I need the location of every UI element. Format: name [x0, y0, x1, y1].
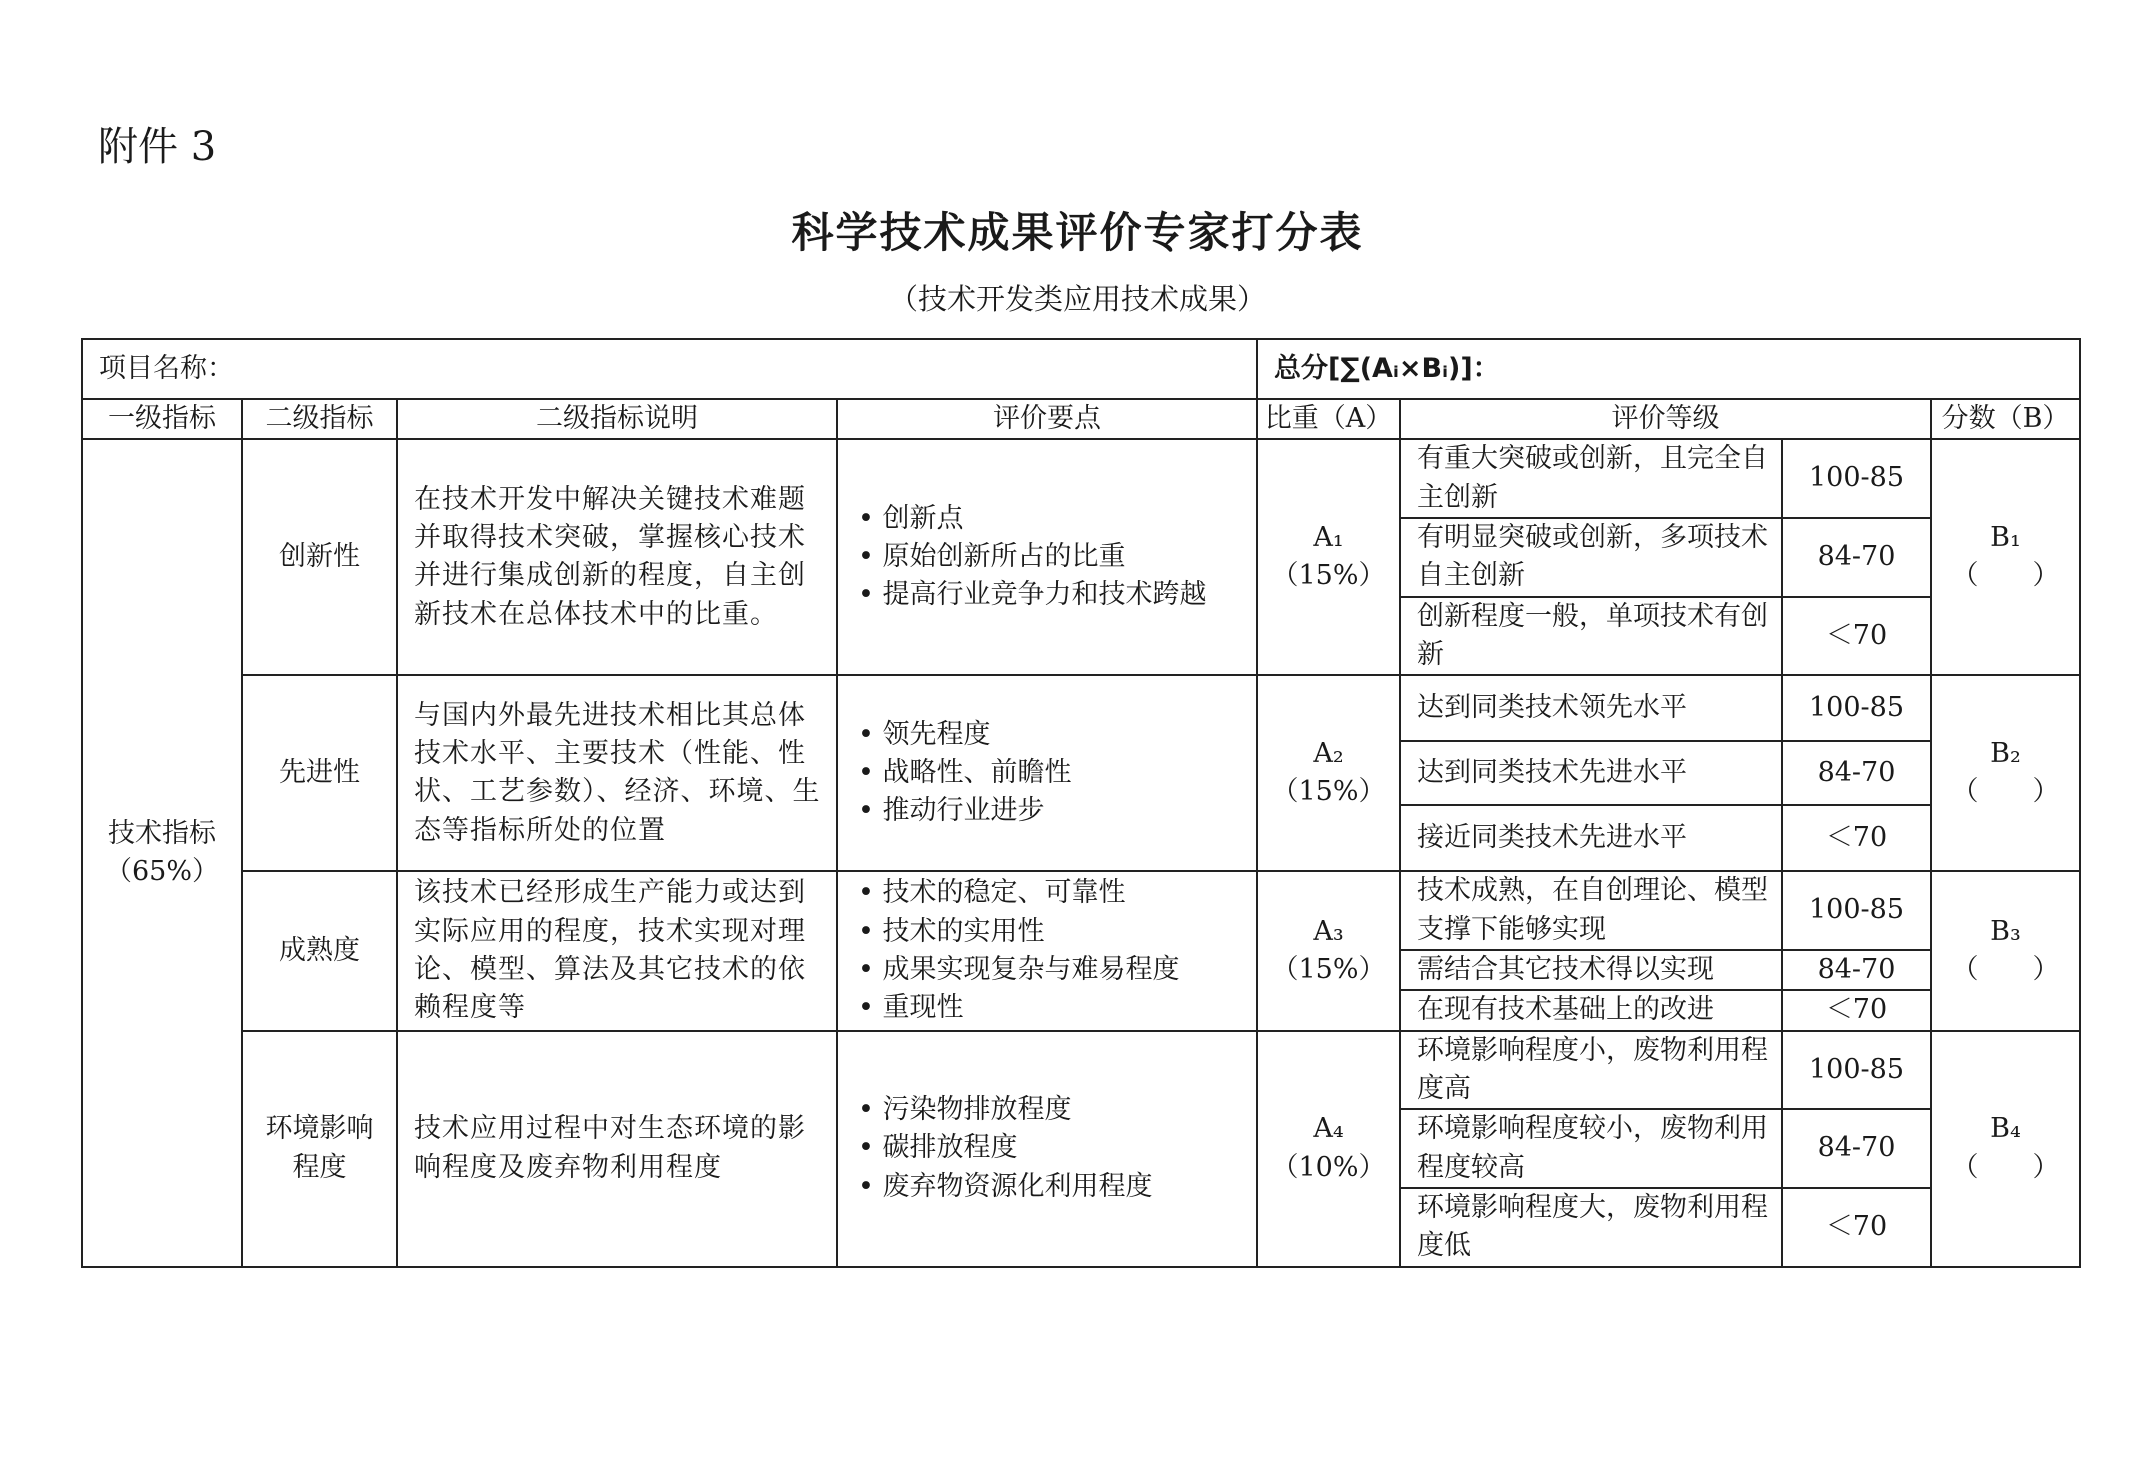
score-input[interactable]: （ ） — [1951, 776, 2060, 808]
weight-cell — [1257, 675, 1400, 871]
grade-text: 在现有技术基础上的改进 — [1400, 990, 1782, 1030]
grade-range: 84-70 — [1782, 1109, 1931, 1188]
eval-points — [837, 871, 1257, 1030]
eval-point: • 创新点 — [858, 502, 964, 534]
weight-cell — [1257, 871, 1400, 1030]
table-row — [82, 1031, 2080, 1110]
score-cell[interactable] — [1931, 439, 2080, 675]
score-input[interactable]: （ ） — [1951, 953, 2060, 985]
score-cell[interactable] — [1931, 675, 2080, 871]
grade-range: 84-70 — [1782, 950, 1931, 990]
grade-text: 环境影响程度小，废物利用程度高 — [1400, 1031, 1782, 1110]
weight-value: （10%） — [1271, 1151, 1386, 1183]
page-title: 科学技术成果评价专家打分表 — [791, 208, 1364, 257]
grade-range: 100-85 — [1782, 675, 1931, 741]
eval-point: • 废弃物资源化利用程度 — [858, 1170, 1153, 1202]
level2-name: 创新性 — [242, 439, 397, 675]
grade-text: 达到同类技术领先水平 — [1400, 675, 1782, 741]
weight-code: A₁ — [1313, 521, 1344, 553]
grade-text: 达到同类技术先进水平 — [1400, 741, 1782, 805]
weight-value: （15%） — [1271, 560, 1386, 592]
grade-range: ＜70 — [1782, 805, 1931, 871]
col-header-points: 评价要点 — [837, 399, 1257, 439]
eval-point: • 提高行业竞争力和技术跨越 — [858, 579, 1207, 611]
grade-range: ＜70 — [1782, 990, 1931, 1030]
score-input[interactable]: （ ） — [1951, 1151, 2060, 1183]
grade-text: 创新程度一般，单项技术有创新 — [1400, 597, 1782, 676]
level2-desc: 在技术开发中解决关键技术难题并取得技术突破，掌握核心技术并进行集成创新的程度，自主创新技术在总体技术中的比重。 — [397, 439, 837, 675]
project-name-field[interactable]: 项目名称： — [82, 339, 1257, 399]
level1-name: 技术指标 — [108, 817, 216, 849]
grade-text: 环境影响程度较小，废物利用程度较高 — [1400, 1109, 1782, 1188]
table-row — [82, 439, 2080, 518]
grade-range: ＜70 — [1782, 1188, 1931, 1267]
table-row — [82, 675, 2080, 741]
score-cell[interactable] — [1931, 871, 2080, 1030]
level2-desc: 技术应用过程中对生态环境的影响程度及废弃物利用程度 — [397, 1031, 837, 1267]
grade-range: 100-85 — [1782, 439, 1931, 518]
eval-point: • 碳排放程度 — [858, 1132, 1018, 1164]
col-header-desc: 二级指标说明 — [397, 399, 837, 439]
level2-desc: 该技术已经形成生产能力或达到实际应用的程度，技术实现对理论、模型、算法及其它技术的依赖程度等 — [397, 871, 837, 1030]
column-header-row — [82, 399, 2080, 439]
level2-name: 成熟度 — [242, 871, 397, 1030]
eval-point: • 领先程度 — [858, 718, 991, 750]
grade-range: 84-70 — [1782, 518, 1931, 597]
grade-range: ＜70 — [1782, 597, 1931, 676]
eval-point: • 技术的稳定、可靠性 — [858, 877, 1126, 909]
level2-desc: 与国内外最先进技术相比其总体技术水平、主要技术（性能、性状、工艺参数）、经济、环境、生态等指标所处的位置 — [397, 675, 837, 871]
page-subtitle: （技术开发类应用技术成果） — [888, 282, 1266, 316]
grade-range: 100-85 — [1782, 1031, 1931, 1110]
grade-text: 环境影响程度大，废物利用程度低 — [1400, 1188, 1782, 1267]
score-cell[interactable] — [1931, 1031, 2080, 1267]
header-row — [82, 339, 2080, 399]
col-header-weight: 比重（A） — [1257, 399, 1400, 439]
grade-text: 有明显突破或创新，多项技术自主创新 — [1400, 518, 1782, 597]
grade-range: 84-70 — [1782, 741, 1931, 805]
grade-text: 需结合其它技术得以实现 — [1400, 950, 1782, 990]
grade-text: 接近同类技术先进水平 — [1400, 805, 1782, 871]
level2-name: 环境影响程度 — [242, 1031, 397, 1267]
grade-text: 有重大突破或创新，且完全自主创新 — [1400, 439, 1782, 518]
col-header-level2: 二级指标 — [242, 399, 397, 439]
weight-value: （15%） — [1271, 776, 1386, 808]
weight-code: A₂ — [1313, 737, 1344, 769]
weight-code: A₃ — [1313, 915, 1344, 947]
weight-code: A₄ — [1313, 1113, 1344, 1145]
eval-points — [837, 439, 1257, 675]
level1-indicator — [82, 439, 242, 1266]
eval-points — [837, 1031, 1257, 1267]
eval-point: • 技术的实用性 — [858, 915, 1045, 947]
col-header-grade: 评价等级 — [1400, 399, 1931, 439]
eval-point: • 推动行业进步 — [858, 795, 1045, 827]
level1-weight: （65%） — [104, 855, 219, 887]
score-input[interactable]: （ ） — [1951, 560, 2060, 592]
table-row — [82, 871, 2080, 950]
eval-point: • 成果实现复杂与难易程度 — [858, 953, 1180, 985]
total-score-field[interactable]: 总分[∑(Aᵢ×Bᵢ)]： — [1257, 339, 2080, 399]
weight-value: （15%） — [1271, 953, 1386, 985]
score-code: B₄ — [1990, 1113, 2021, 1145]
eval-points — [837, 675, 1257, 871]
weight-cell — [1257, 1031, 1400, 1267]
score-code: B₂ — [1990, 737, 2021, 769]
eval-point: • 战略性、前瞻性 — [858, 757, 1072, 789]
eval-point: • 重现性 — [858, 992, 964, 1024]
level2-name: 先进性 — [242, 675, 397, 871]
grade-range: 100-85 — [1782, 871, 1931, 950]
scoring-table — [81, 338, 2081, 1268]
eval-point: • 原始创新所占的比重 — [858, 541, 1126, 573]
col-header-score: 分数（B） — [1931, 399, 2080, 439]
col-header-level1: 一级指标 — [82, 399, 242, 439]
grade-text: 技术成熟，在自创理论、模型支撑下能够实现 — [1400, 871, 1782, 950]
weight-cell — [1257, 439, 1400, 675]
score-code: B₁ — [1990, 521, 2021, 553]
eval-point: • 污染物排放程度 — [858, 1094, 1072, 1126]
annex-label: 附件 3 — [98, 124, 217, 170]
score-code: B₃ — [1990, 915, 2021, 947]
